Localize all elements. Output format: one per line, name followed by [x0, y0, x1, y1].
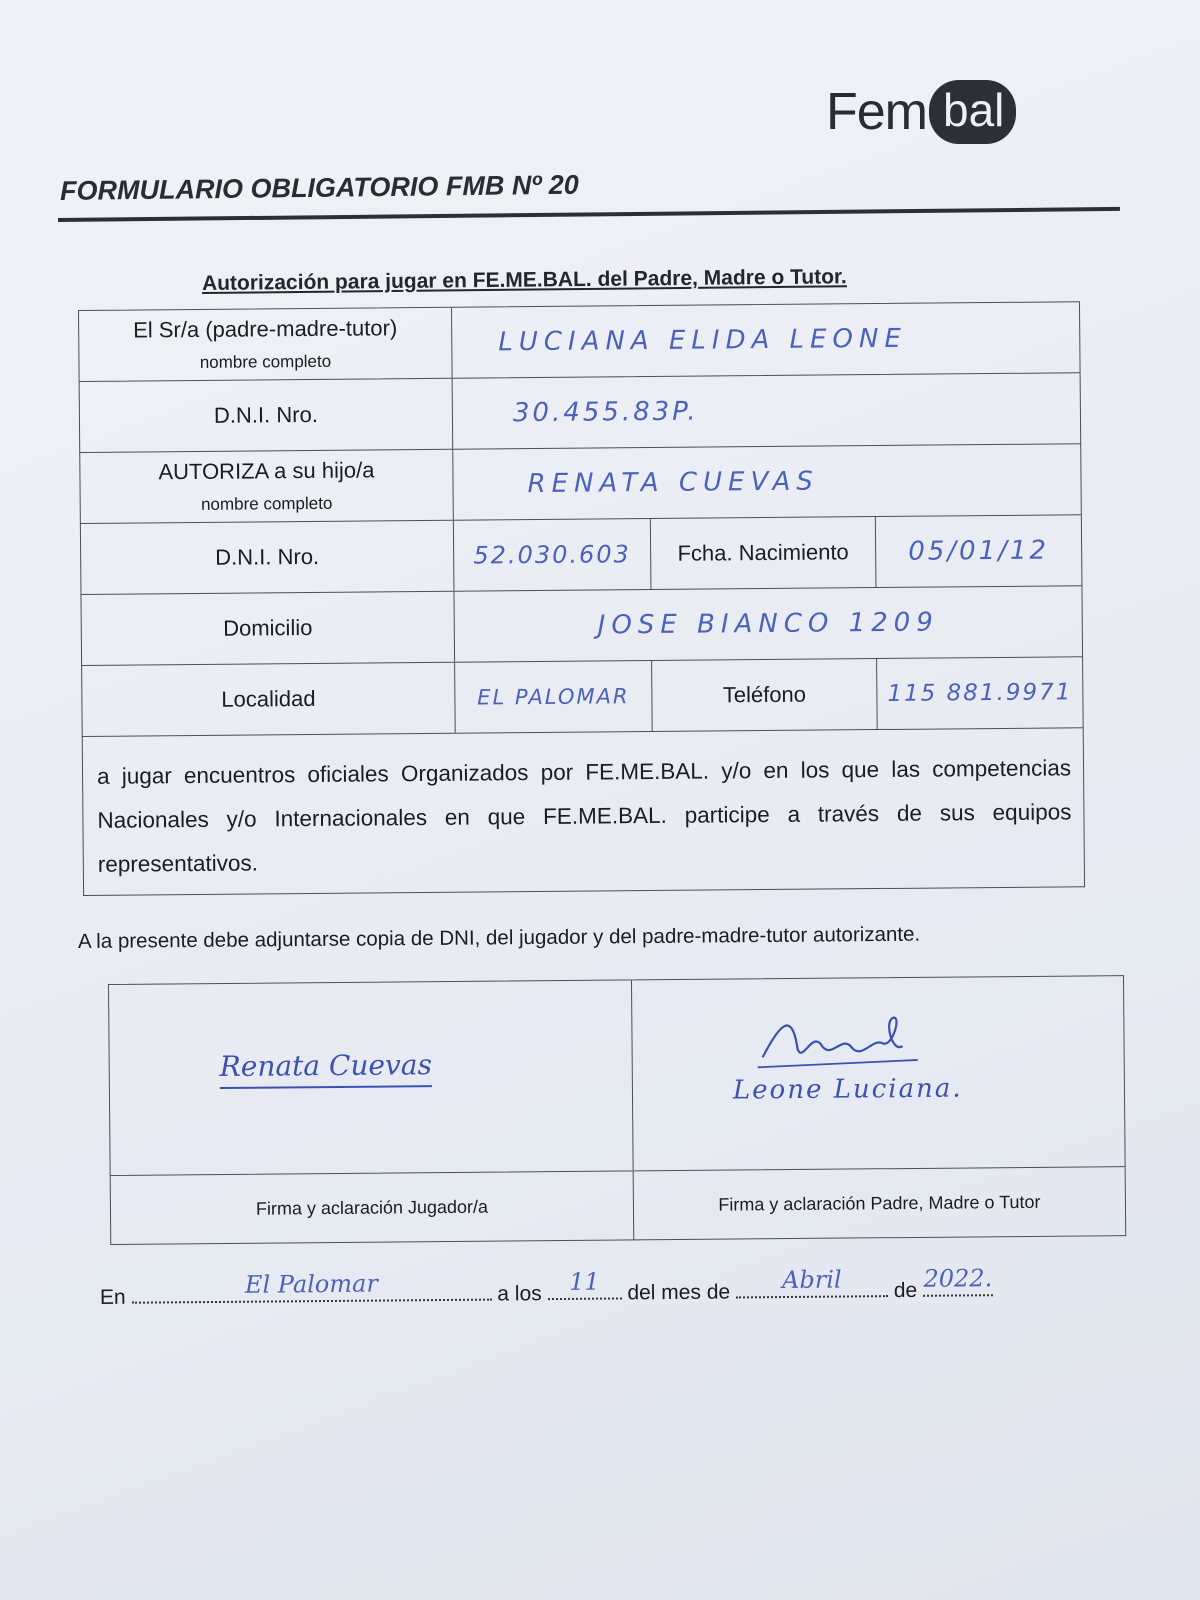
place-value: El Palomar [244, 1269, 378, 1299]
tutor-dni-label: D.N.I. Nro. [213, 401, 318, 428]
signature-table [108, 975, 1126, 1245]
child-dni-row [80, 515, 1083, 595]
tutor-sublabel: nombre completo [199, 351, 332, 372]
child-name-row [79, 444, 1082, 524]
city-label-cell [82, 663, 456, 736]
tutor-caption: Firma y aclaración Padre, Madre o Tutor [718, 1191, 1041, 1215]
tutor-label-cell [79, 308, 453, 381]
logo-text-bal: bal [929, 80, 1016, 144]
logo-text-fem: Fem [826, 83, 927, 141]
femebal-logo [826, 80, 1016, 144]
attachment-note: A la presente debe adjuntarse copia de DNI, del jugador y del padre-madre-tutor autorizante. [77, 922, 921, 953]
year-value: 2022. [923, 1264, 993, 1293]
form-title: FORMULARIO OBLIGATORIO FMB Nº 20 [59, 169, 579, 206]
signature-caption-row [110, 1167, 1127, 1245]
tutor-dni-field[interactable] [453, 373, 1081, 448]
address-label: Domicilio [223, 614, 313, 641]
birth-label-cell [651, 517, 877, 589]
de-label: de [893, 1278, 918, 1303]
tutor-dni-row [79, 373, 1082, 453]
phone-field[interactable] [877, 657, 1083, 729]
address-field[interactable] [454, 586, 1082, 661]
form-subtitle: Autorización para jugar en FE.ME.BAL. del Padre, Madre o Tutor. [201, 265, 847, 295]
player-signature-field[interactable] [109, 980, 634, 1175]
birth-label: Fcha. Nacimiento [677, 539, 849, 566]
city-field[interactable] [455, 661, 653, 733]
tutor-caption-cell [634, 1167, 1126, 1239]
address-row [80, 586, 1083, 666]
month-value: Abril [781, 1265, 842, 1295]
city-row [81, 657, 1084, 737]
month-field[interactable] [736, 1265, 888, 1298]
tutor-signature-clarification: Leone Luciana. [732, 1073, 963, 1106]
authorization-paragraph: a jugar encuentros oficiales Organizados por FE.ME.BAL. y/o en los que las competencias Nacionales y/o Internacionales en que FE.ME.BAL. participe a través de sus equipos representativos. [82, 728, 1085, 896]
phone-label-cell [652, 659, 878, 731]
phone-value: 115 881.9971 [887, 679, 1073, 707]
address-value: JOSE BIANCO 1209 [597, 607, 939, 641]
child-dni-value: 52.030.603 [473, 540, 631, 570]
child-dni-label-cell [81, 521, 455, 594]
tutor-dni-value: 30.455.83P. [512, 396, 699, 429]
day-value: 11 [569, 1267, 600, 1296]
tutor-label: El Sr/a (padre-madre-tutor) [133, 315, 398, 343]
tutor-signature-field[interactable] [632, 976, 1125, 1170]
child-sublabel: nombre completo [200, 493, 333, 514]
city-label: Localidad [221, 685, 316, 712]
city-value: EL PALOMAR [477, 684, 630, 710]
signature-area-row [108, 975, 1126, 1176]
birth-date-field[interactable] [876, 515, 1082, 587]
player-caption-cell [111, 1171, 635, 1244]
child-dni-label: D.N.I. Nro. [215, 543, 320, 570]
tutor-signature-scribble [752, 1008, 923, 1069]
tutor-name-value: LUCIANA ELIDA LEONE [498, 323, 907, 358]
child-label-cell [80, 450, 454, 523]
child-name-field[interactable] [453, 444, 1081, 519]
title-divider [58, 207, 1120, 222]
en-label: En [99, 1285, 126, 1309]
player-signature: Renata Cuevas [220, 1048, 432, 1089]
child-label: AUTORIZA a su hijo/a [158, 457, 375, 485]
child-dni-field[interactable] [454, 519, 652, 591]
place-date-line [99, 1264, 1080, 1310]
del-mes-label: del mes de [627, 1280, 731, 1305]
address-label-cell [81, 592, 455, 665]
player-caption: Firma y aclaración Jugador/a [255, 1196, 489, 1219]
birth-date-value: 05/01/12 [908, 535, 1050, 567]
tutor-dni-label-cell [80, 379, 454, 452]
tutor-name-row [78, 301, 1081, 382]
authorization-table [78, 301, 1085, 896]
a-los-label: a los [497, 1282, 542, 1306]
year-field[interactable] [923, 1264, 993, 1297]
child-name-value: RENATA CUEVAS [527, 466, 819, 500]
place-field[interactable] [132, 1269, 492, 1304]
tutor-name-field[interactable] [452, 302, 1080, 377]
day-field[interactable] [548, 1267, 622, 1300]
phone-label: Teléfono [722, 681, 807, 708]
